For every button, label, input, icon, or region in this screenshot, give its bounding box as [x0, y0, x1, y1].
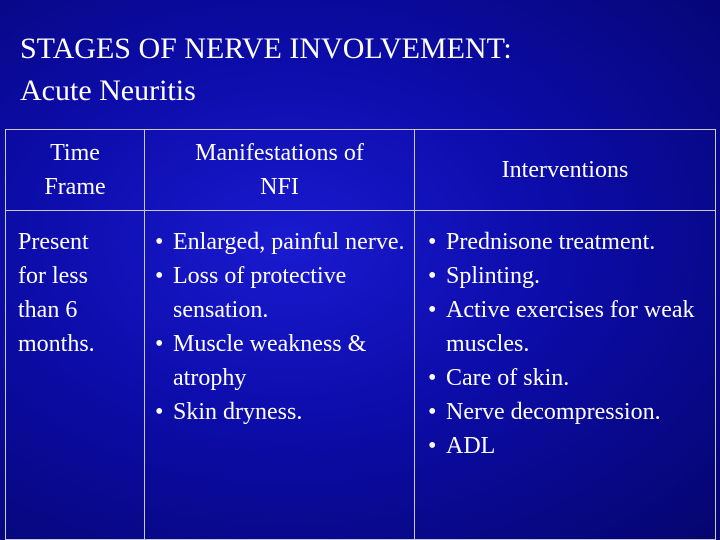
interventions-cell — [415, 211, 716, 540]
slide-title-line-1: STAGES OF NERVE INVOLVEMENT: — [20, 32, 512, 65]
manifestation-text: Skin dryness. — [173, 399, 303, 425]
list-item — [149, 395, 413, 429]
header-time-frame-line-1: Time — [50, 140, 100, 166]
list-item — [422, 259, 714, 293]
list-item — [149, 327, 413, 395]
manifestations-cell — [145, 211, 415, 540]
slide-title — [20, 28, 512, 112]
bullet-icon: • — [428, 365, 437, 391]
manifestation-text: Muscle weakness & atrophy — [173, 331, 367, 391]
intervention-text: Prednisone treatment. — [446, 229, 656, 255]
time-frame-line-4: months. — [18, 331, 95, 357]
bullet-icon: • — [428, 399, 437, 425]
bullet-icon: • — [155, 263, 164, 289]
list-item — [422, 395, 714, 429]
list-item — [149, 225, 413, 259]
manifestations-list — [149, 225, 413, 429]
time-frame-cell — [6, 211, 145, 540]
bullet-icon: • — [428, 229, 437, 255]
bullet-icon: • — [155, 331, 164, 357]
list-item — [422, 361, 714, 395]
manifestation-text: Enlarged, painful nerve. — [173, 229, 405, 255]
slide-title-line-2: Acute Neuritis — [20, 74, 196, 107]
time-frame-line-2: for less — [18, 263, 88, 289]
bullet-icon: • — [428, 297, 437, 323]
intervention-text: Nerve decompression. — [446, 399, 661, 425]
list-item — [422, 225, 714, 259]
header-interventions: Interventions — [415, 130, 716, 211]
table-row — [6, 211, 716, 540]
header-manifestations-line-1: Manifestations of — [195, 140, 364, 166]
manifestation-text: Loss of protective sensation. — [173, 263, 347, 323]
table-header-row — [6, 130, 716, 211]
header-manifestations-line-2: NFI — [260, 174, 299, 200]
header-manifestations — [145, 130, 415, 211]
header-time-frame-line-2: Frame — [44, 174, 106, 200]
bullet-icon: • — [155, 229, 164, 255]
intervention-text: Active exercises for weak muscles. — [446, 297, 695, 357]
time-frame-line-1: Present — [18, 229, 89, 255]
intervention-text: Splinting. — [446, 263, 541, 289]
bullet-icon: • — [428, 433, 437, 459]
header-time-frame — [6, 130, 145, 211]
interventions-list — [422, 225, 714, 463]
time-frame-line-3: than 6 — [18, 297, 78, 323]
list-item — [422, 429, 714, 463]
bullet-icon: • — [155, 399, 164, 425]
list-item — [149, 259, 413, 327]
intervention-text: Care of skin. — [446, 365, 570, 391]
intervention-text: ADL — [446, 433, 496, 459]
bullet-icon: • — [428, 263, 437, 289]
nerve-involvement-table — [5, 129, 716, 540]
list-item — [422, 293, 714, 361]
